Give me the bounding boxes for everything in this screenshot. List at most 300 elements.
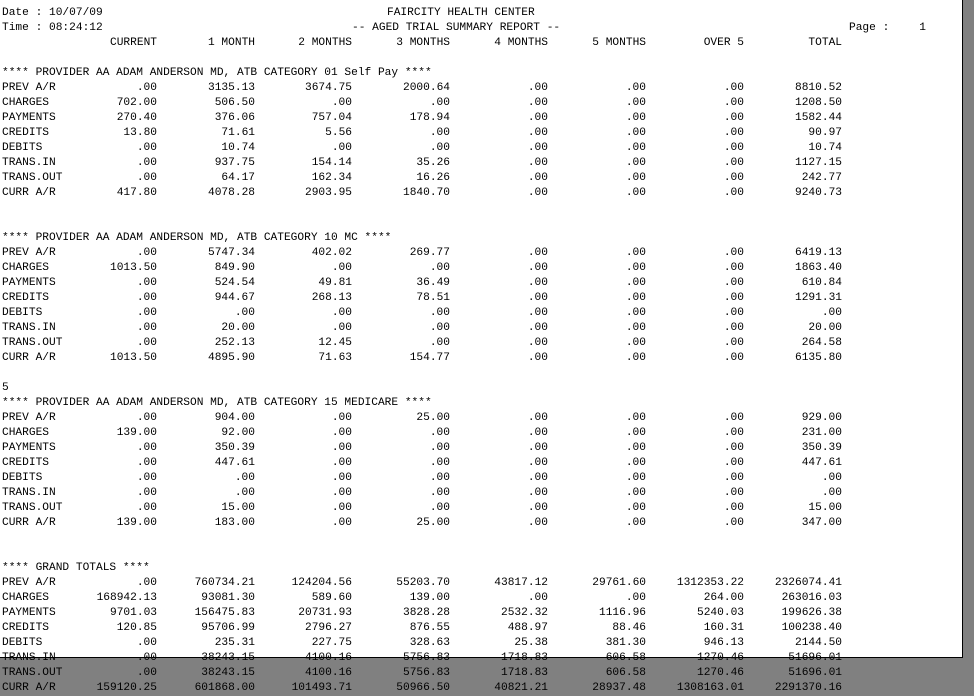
cell-value: 447.61 [801,457,842,469]
cell-value: 139.00 [116,517,157,529]
cell-value: 3674.75 [305,82,352,94]
table-row [0,171,962,186]
cell-value: .00 [723,82,744,94]
cell-value: 159120.25 [96,682,157,694]
cell-value: .00 [527,472,548,484]
cell-value: .00 [234,487,255,499]
section-header: **** PROVIDER AA ADAM ANDERSON MD, ATB CATEGORY 01 Self Pay **** [2,67,432,79]
section-header: **** PROVIDER AA ADAM ANDERSON MD, ATB CATEGORY 15 MEDICARE **** [2,397,432,409]
cell-value: 3828.28 [403,607,450,619]
row-label: CURR A/R [2,352,56,364]
cell-value: .00 [723,277,744,289]
row-label: TRANS.IN [2,322,56,334]
cell-value: .00 [527,517,548,529]
cell-value: 946.13 [703,637,744,649]
cell-value: 25.00 [416,412,450,424]
cell-value: .00 [331,457,352,469]
page-label: Page : [849,22,890,34]
cell-value: .00 [429,427,450,439]
cell-value: .00 [527,172,548,184]
cell-value: 2000.64 [403,82,450,94]
cell-value: 178.94 [409,112,450,124]
cell-value: 168942.13 [96,592,157,604]
cell-value: 20731.93 [298,607,352,619]
cell-value: 235.31 [214,637,255,649]
cell-value: .00 [723,472,744,484]
cell-value: 269.77 [409,247,450,259]
cell-value: .00 [136,82,157,94]
cell-value: .00 [625,337,646,349]
cell-value: .00 [625,487,646,499]
column-header: 5 MONTHS [592,37,646,49]
cell-value: 95706.99 [201,622,255,634]
cell-value: .00 [625,157,646,169]
cell-value: .00 [625,412,646,424]
cell-value: 154.77 [409,352,450,364]
cell-value: .00 [527,82,548,94]
cell-value: .00 [625,127,646,139]
cell-value: .00 [723,337,744,349]
table-row [0,486,962,501]
cell-value: .00 [136,472,157,484]
cell-value: .00 [136,577,157,589]
cell-value: 328.63 [409,637,450,649]
column-header: 1 MONTH [208,37,255,49]
table-row [0,471,962,486]
row-label: TRANS.IN [2,652,56,664]
row-label: DEBITS [2,142,43,154]
table-row [0,501,962,516]
row-label: CHARGES [2,97,49,109]
table-row [0,576,962,591]
cell-value: .00 [625,262,646,274]
cell-value: 606.58 [605,652,646,664]
column-header: OVER 5 [703,37,744,49]
cell-value: 100238.40 [781,622,842,634]
cell-value: 1013.50 [110,262,157,274]
cell-value: 6135.80 [795,352,842,364]
cell-value: 4100.16 [305,652,352,664]
cell-value: .00 [821,307,842,319]
table-row [0,456,962,471]
cell-value: 71.63 [318,352,352,364]
table-row [0,621,962,636]
cell-value: 5240.03 [697,607,744,619]
row-label: PAYMENTS [2,112,56,124]
row-label: TRANS.OUT [2,172,63,184]
cell-value: 29761.60 [592,577,646,589]
table-row [0,441,962,456]
cell-value: .00 [429,307,450,319]
cell-value: .00 [331,517,352,529]
cell-value: 417.80 [116,187,157,199]
cell-value: 270.40 [116,112,157,124]
cell-value: .00 [136,667,157,679]
row-label: CURR A/R [2,187,56,199]
section-header: **** PROVIDER AA ADAM ANDERSON MD, ATB CATEGORY 10 MC **** [2,232,392,244]
cell-value: .00 [723,322,744,334]
cell-value: .00 [136,247,157,259]
cell-value: 92.00 [221,427,255,439]
cell-value: .00 [625,292,646,304]
cell-value: 227.75 [311,637,352,649]
cell-value: .00 [625,502,646,514]
cell-value: .00 [527,97,548,109]
cell-value: .00 [723,292,744,304]
cell-value: 264.00 [703,592,744,604]
cell-value: 381.30 [605,637,646,649]
cell-value: 242.77 [801,172,842,184]
cell-value: 38243.15 [201,652,255,664]
cell-value: 702.00 [116,97,157,109]
table-row [0,336,962,351]
row-label: DEBITS [2,307,43,319]
cell-value: 589.60 [311,592,352,604]
row-label: DEBITS [2,637,43,649]
cell-value: .00 [234,472,255,484]
cell-value: 1308163.01 [676,682,744,694]
cell-value: .00 [331,442,352,454]
cell-value: .00 [625,82,646,94]
row-label: TRANS.IN [2,487,56,499]
cell-value: 28937.48 [592,682,646,694]
cell-value: 849.90 [214,262,255,274]
cell-value: 601868.00 [194,682,255,694]
cell-value: 252.13 [214,337,255,349]
cell-value: .00 [625,457,646,469]
cell-value: 264.58 [801,337,842,349]
row-label: PAYMENTS [2,277,56,289]
cell-value: .00 [723,127,744,139]
cell-value: .00 [429,502,450,514]
cell-value: .00 [527,307,548,319]
column-header: 2 MONTHS [298,37,352,49]
cell-value: .00 [527,457,548,469]
cell-value: .00 [331,97,352,109]
cell-value: .00 [136,652,157,664]
cell-value: 268.13 [311,292,352,304]
cell-value: .00 [527,337,548,349]
cell-value: 231.00 [801,427,842,439]
cell-value: 1718.83 [501,652,548,664]
table-row [0,321,962,336]
cell-value: .00 [527,487,548,499]
cell-value: .00 [723,307,744,319]
cell-value: 25.00 [416,517,450,529]
row-label: PREV A/R [2,412,56,424]
cell-value: .00 [625,592,646,604]
cell-value: 90.97 [808,127,842,139]
cell-value: 15.00 [221,502,255,514]
row-label: TRANS.IN [2,157,56,169]
row-label: TRANS.OUT [2,337,63,349]
cell-value: 36.49 [416,277,450,289]
table-row [0,81,962,96]
cell-value: 944.67 [214,292,255,304]
cell-value: 2532.32 [501,607,548,619]
cell-value: .00 [136,457,157,469]
cell-value: .00 [723,172,744,184]
row-label: CURR A/R [2,517,56,529]
cell-value: 447.61 [214,457,255,469]
cell-value: .00 [331,502,352,514]
cell-value: 5756.83 [403,667,450,679]
cell-value: .00 [136,292,157,304]
stray-line-text: 5 [2,382,9,394]
cell-value: 263016.03 [781,592,842,604]
cell-value: 5.56 [325,127,352,139]
row-label: PREV A/R [2,247,56,259]
cell-value: 38243.15 [201,667,255,679]
cell-value: 154.14 [311,157,352,169]
cell-value: .00 [429,262,450,274]
cell-value: .00 [723,412,744,424]
cell-value: .00 [234,307,255,319]
cell-value: .00 [527,262,548,274]
cell-value: 2144.50 [795,637,842,649]
cell-value: 350.39 [801,442,842,454]
cell-value: 13.80 [123,127,157,139]
cell-value: .00 [527,142,548,154]
cell-value: .00 [625,322,646,334]
cell-value: 1718.83 [501,667,548,679]
column-header: 4 MONTHS [494,37,548,49]
table-row [0,351,962,366]
cell-value: 1270.46 [697,667,744,679]
cell-value: 25.38 [514,637,548,649]
cell-value: 6419.13 [795,247,842,259]
cell-value: 610.84 [801,277,842,289]
cell-value: .00 [625,427,646,439]
row-label: CHARGES [2,592,49,604]
cell-value: .00 [136,142,157,154]
cell-value: .00 [331,487,352,499]
cell-value: 15.00 [808,502,842,514]
cell-value: .00 [527,502,548,514]
cell-value: .00 [723,262,744,274]
cell-value: .00 [625,187,646,199]
cell-value: .00 [527,292,548,304]
column-header: CURRENT [110,37,157,49]
column-header: TOTAL [808,37,842,49]
cell-value: .00 [527,412,548,424]
table-row [0,681,962,696]
row-label: CREDITS [2,292,49,304]
table-row [0,246,962,261]
cell-value: .00 [331,472,352,484]
cell-value: 49.81 [318,277,352,289]
cell-value: .00 [136,502,157,514]
row-label: CREDITS [2,622,49,634]
cell-value: 20.00 [808,322,842,334]
cell-value: 488.97 [507,622,548,634]
cell-value: 12.45 [318,337,352,349]
cell-value: .00 [527,427,548,439]
cell-value: 160.31 [703,622,744,634]
cell-value: .00 [136,337,157,349]
cell-value: 199626.38 [781,607,842,619]
cell-value: .00 [136,412,157,424]
table-row [0,291,962,306]
cell-value: .00 [527,157,548,169]
column-header: 3 MONTHS [396,37,450,49]
report-time: Time : 08:24:12 [2,22,103,34]
cell-value: .00 [723,187,744,199]
cell-value: 757.04 [311,112,352,124]
cell-value: .00 [331,142,352,154]
cell-value: .00 [723,427,744,439]
row-label: CURR A/R [2,682,56,694]
cell-value: .00 [527,352,548,364]
section-header: **** GRAND TOTALS **** [2,562,150,574]
cell-value: .00 [331,412,352,424]
row-label: CREDITS [2,127,49,139]
cell-value: .00 [821,487,842,499]
row-label: PREV A/R [2,82,56,94]
table-row [0,261,962,276]
cell-value: .00 [527,127,548,139]
table-row [0,636,962,651]
cell-value: 1840.70 [403,187,450,199]
cell-value: 139.00 [409,592,450,604]
cell-value: .00 [625,112,646,124]
cell-value: 1013.50 [110,352,157,364]
cell-value: .00 [527,277,548,289]
cell-value: 1312353.22 [676,577,744,589]
table-row [0,186,962,201]
cell-value: 3135.13 [208,82,255,94]
cell-value: 162.34 [311,172,352,184]
cell-value: 904.00 [214,412,255,424]
cell-value: .00 [429,322,450,334]
cell-value: .00 [625,352,646,364]
row-label: PAYMENTS [2,607,56,619]
cell-value: .00 [723,352,744,364]
table-row [0,306,962,321]
cell-value: 64.17 [221,172,255,184]
cell-value: .00 [527,112,548,124]
table-row [0,516,962,531]
cell-value: 71.61 [221,127,255,139]
cell-value: .00 [331,262,352,274]
table-row [0,111,962,126]
cell-value: .00 [723,142,744,154]
cell-value: 10.74 [808,142,842,154]
row-label: TRANS.OUT [2,667,63,679]
cell-value: .00 [136,487,157,499]
cell-value: .00 [625,277,646,289]
cell-value: .00 [625,247,646,259]
cell-value: 20.00 [221,322,255,334]
cell-value: .00 [136,157,157,169]
row-label: PAYMENTS [2,442,56,454]
cell-value: .00 [723,517,744,529]
cell-value: .00 [625,172,646,184]
cell-value: 93081.30 [201,592,255,604]
cell-value: 1208.50 [795,97,842,109]
cell-value: 156475.83 [194,607,255,619]
cell-value: .00 [723,487,744,499]
page-number: 1 [919,22,926,34]
table-row [0,156,962,171]
cell-value: 1116.96 [599,607,646,619]
cell-value: .00 [527,187,548,199]
cell-value: 350.39 [214,442,255,454]
cell-value: .00 [136,307,157,319]
cell-value: .00 [136,442,157,454]
row-label: CHARGES [2,262,49,274]
cell-value: 120.85 [116,622,157,634]
cell-value: 43817.12 [494,577,548,589]
cell-value: .00 [527,442,548,454]
cell-value: 5747.34 [208,247,255,259]
cell-value: 124204.56 [291,577,352,589]
cell-value: .00 [723,247,744,259]
table-row [0,126,962,141]
table-row [0,666,962,681]
cell-value: .00 [821,472,842,484]
cell-value: .00 [136,322,157,334]
cell-value: .00 [723,442,744,454]
cell-value: 929.00 [801,412,842,424]
cell-value: .00 [429,337,450,349]
cell-value: 9701.03 [110,607,157,619]
cell-value: 183.00 [214,517,255,529]
cell-value: 4895.90 [208,352,255,364]
cell-value: 1270.46 [697,652,744,664]
cell-value: 88.46 [612,622,646,634]
row-label: PREV A/R [2,577,56,589]
cell-value: .00 [723,97,744,109]
table-row [0,96,962,111]
cell-value: 51696.01 [788,652,842,664]
cell-value: .00 [527,322,548,334]
cell-value: 1291.31 [795,292,842,304]
cell-value: .00 [625,517,646,529]
cell-value: 4078.28 [208,187,255,199]
cell-value: .00 [625,142,646,154]
cell-value: 376.06 [214,112,255,124]
cell-value: 2796.27 [305,622,352,634]
cell-value: 606.58 [605,667,646,679]
cell-value: .00 [136,172,157,184]
cell-value: 55203.70 [396,577,450,589]
cell-value: 347.00 [801,517,842,529]
cell-value: .00 [625,472,646,484]
table-row [0,606,962,621]
report-title: -- AGED TRIAL SUMMARY REPORT -- [352,22,561,34]
table-row [0,276,962,291]
cell-value: .00 [331,307,352,319]
cell-value: 8810.52 [795,82,842,94]
cell-value: .00 [331,322,352,334]
cell-value: 4100.16 [305,667,352,679]
row-label: CHARGES [2,427,49,439]
row-label: TRANS.OUT [2,502,63,514]
cell-value: .00 [136,637,157,649]
cell-value: 5756.83 [403,652,450,664]
cell-value: 2326074.41 [774,577,842,589]
cell-value: 937.75 [214,157,255,169]
cell-value: 10.74 [221,142,255,154]
organization-name: FAIRCITY HEALTH CENTER [387,7,535,19]
cell-value: .00 [625,307,646,319]
row-label: DEBITS [2,472,43,484]
table-row [0,591,962,606]
cell-value: .00 [723,502,744,514]
cell-value: 1582.44 [795,112,842,124]
cell-value: 1863.40 [795,262,842,274]
